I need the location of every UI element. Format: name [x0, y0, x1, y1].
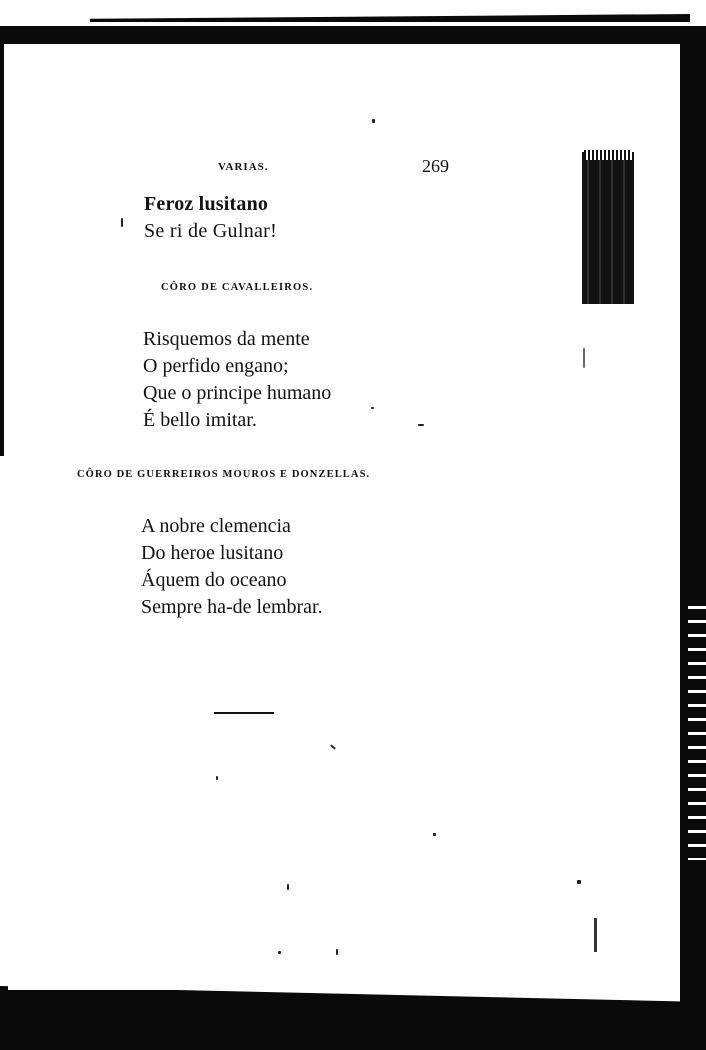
section-heading: CÔRO DE CAVALLEIROS.	[161, 282, 314, 293]
verse-line: Risquemos da mente	[143, 328, 310, 350]
page-paper	[8, 44, 676, 990]
verse-line: Do heroe lusitano	[141, 542, 284, 564]
page-number: 269	[422, 156, 449, 176]
section-heading: CÔRO DE GUERREIROS MOUROS E DONZELLAS.	[77, 469, 371, 480]
ink-smudge-block	[582, 152, 634, 304]
scan-edge-right	[680, 26, 706, 1036]
end-rule	[214, 712, 274, 714]
speck	[121, 218, 123, 227]
running-head: VARIAS.	[218, 161, 269, 173]
verse-line: Sempre ha-de lembrar.	[141, 596, 323, 618]
speck-vertical	[594, 918, 597, 952]
verse-line: É bello imitar.	[143, 409, 257, 431]
speck	[278, 951, 281, 954]
verse-line: Áquem do oceano	[141, 569, 287, 591]
verse-line: A nobre clemencia	[141, 515, 291, 537]
speck	[336, 949, 338, 955]
speck	[216, 776, 218, 780]
speck	[371, 407, 374, 409]
scan-edge-top	[0, 26, 700, 44]
verse-line: O perfido engano;	[143, 355, 289, 377]
ink-smudge-top	[584, 150, 632, 160]
speck	[577, 880, 581, 884]
stanza	[143, 326, 331, 434]
scan-edge-top-thin	[90, 14, 690, 22]
speck	[418, 424, 424, 426]
speck	[583, 348, 585, 368]
scan-edge-right-speckle	[688, 600, 706, 860]
verse-line: Se ri de Gulnar!	[144, 220, 278, 242]
verse-line: Feroz lusitano	[144, 193, 269, 215]
speck	[372, 119, 375, 123]
speck	[287, 884, 289, 890]
scan-edge-left	[0, 26, 4, 456]
stanza	[141, 513, 323, 621]
stanza	[144, 191, 277, 245]
verse-line: Que o principe humano	[143, 382, 332, 404]
speck	[433, 833, 436, 836]
scan-edge-bottom	[0, 986, 706, 1050]
